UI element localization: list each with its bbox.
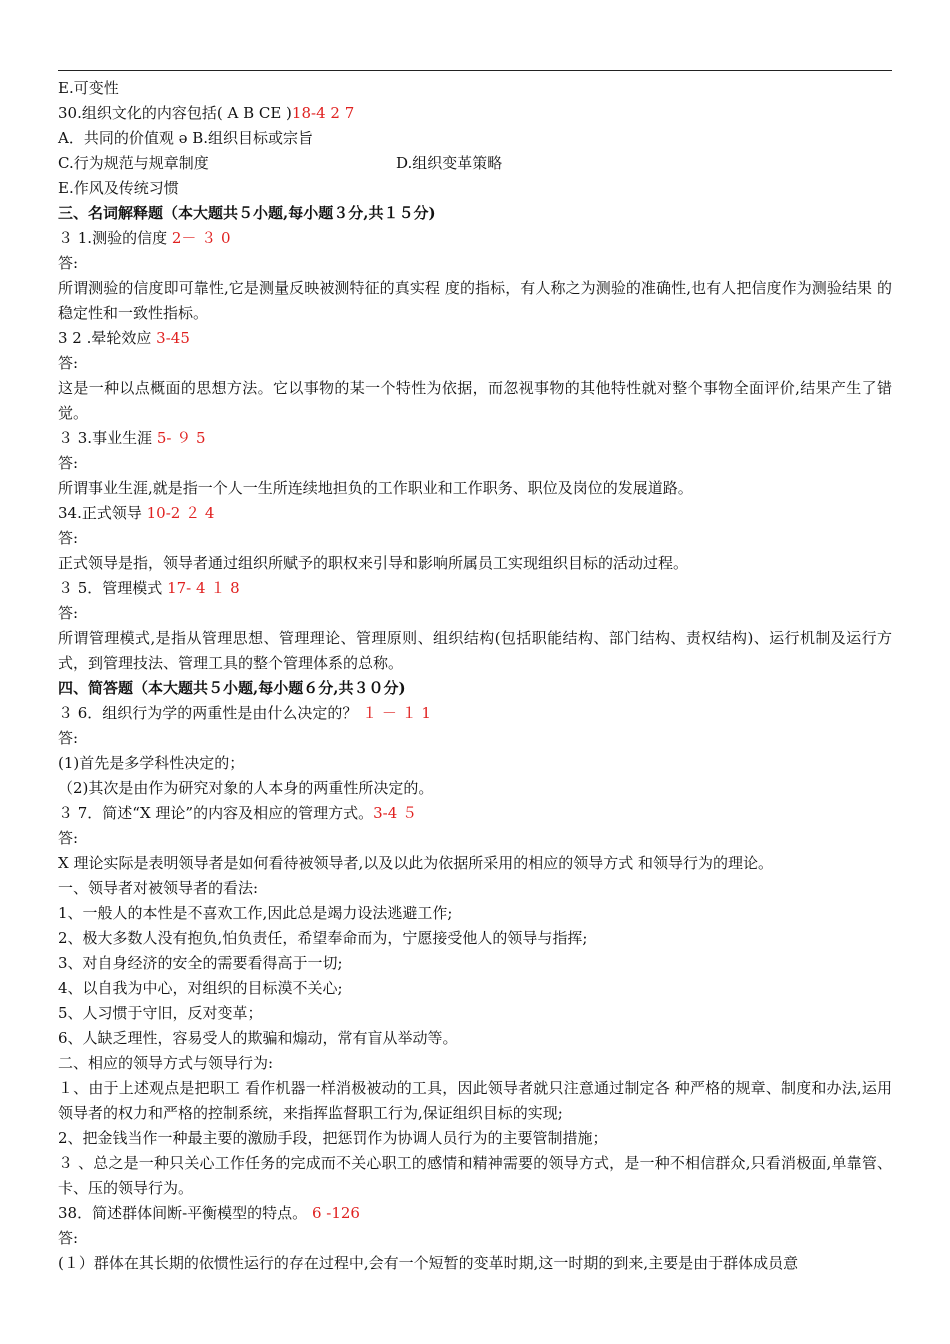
answer-35: 所谓管理模式,是指从管理思想、管理理论、管理原则、组织结构(包括职能结构、部门结构、责权结构)、运行机制及运行方式，到管理技法、管理工具的整个管理体系的总称。	[58, 629, 892, 672]
answer-37-item: 4、以自我为中心，对组织的目标漠不关心;	[58, 979, 343, 997]
header-rule	[58, 70, 892, 71]
answer-37-item: １、由于上述观点是把职工 看作机器一样消极被动的工具，因此领导者就只注意通过制定各 种严格的规章、制度和办法,运用领导者的权力和严格的控制系统，来指挥监督职工行为,保证组织目标的实现;	[58, 1079, 892, 1122]
question-30-option-e: E.作风及传统习惯	[58, 179, 179, 197]
answer-label: 答:	[58, 604, 79, 622]
page-reference: 6 -126	[311, 1204, 360, 1222]
page-reference: 3-45	[156, 329, 190, 347]
section-heading-definitions: 三、名词解释题（本大题共５小题,每小题３分,共１５分)	[58, 204, 436, 222]
page-reference: 2－ ３ 0	[171, 229, 231, 247]
answer-37-item: 6、人缺乏理性，容易受人的欺骗和煽动，常有盲从举动等。	[58, 1029, 458, 1047]
page-reference: 10-2 ２ 4	[146, 504, 215, 522]
answer-33: 所谓事业生涯,就是指一个人一生所连续地担负的工作职业和工作职务、职位及岗位的发展道路。	[58, 479, 693, 497]
answer-label: 答:	[58, 454, 79, 472]
answer-37-item: ３ 、总之是一种只关心工作任务的完成而不关心职工的感情和精神需要的领导方式，是一种不相信群众,只看消极面,单靠管、卡、压的领导行为。	[58, 1154, 892, 1197]
question-36: ３ 6．组织行为学的两重性是由什么决定的？ １ － １ 1	[58, 704, 431, 722]
page-reference: 17- 4 １ 8	[167, 579, 240, 597]
question-34: 34.正式领导 10-2 ２ 4	[58, 504, 215, 522]
answer-37-subheading-1: 一、领导者对被领导者的看法:	[58, 879, 259, 897]
answer-label: 答:	[58, 1229, 79, 1247]
question-31: ３ 1.测验的信度 2－ ３ 0	[58, 229, 231, 247]
question-35: ３ 5．管理模式 17- 4 １ 8	[58, 579, 240, 597]
question-30: 30.组织文化的内容包括( A B CE )18-4 2 7	[58, 104, 355, 122]
answer-38-point-1: (１）群体在其长期的依惯性运行的存在过程中,会有一个短暂的变革时期,这一时期的到来,主要是由于群体成员意	[58, 1254, 799, 1272]
question-32: 3 2 .晕轮效应 3-45	[58, 329, 190, 347]
answer-37-item: 2、极大多数人没有抱负,怕负责任，希望奉命而为，宁愿接受他人的领导与指挥;	[58, 929, 588, 947]
answer-37-item: 1、一般人的本性是不喜欢工作,因此总是竭力设法逃避工作;	[58, 904, 453, 922]
question-38: 38．简述群体间断-平衡模型的特点。 6 -126	[58, 1204, 360, 1222]
answer-37-item: 3、对自身经济的安全的需要看得高于一切;	[58, 954, 343, 972]
question-30-options-cd	[58, 151, 892, 176]
option-e-line: E.可变性	[58, 79, 119, 97]
answer-37-intro: X 理论实际是表明领导者是如何看待被领导者,以及以此为依据所采用的相应的领导方式 和领导行为的理论。	[58, 854, 773, 872]
answer-label: 答:	[58, 729, 79, 747]
answer-32: 这是一种以点概面的思想方法。它以事物的某一个特性为依据，而忽视事物的其他特性就对整个事物全面评价,结果产生了错觉。	[58, 379, 892, 422]
answer-36-point-1: (1)首先是多学科性决定的；	[58, 754, 245, 772]
answer-36-point-2: （2)其次是由作为研究对象的人本身的两重性所决定的。	[58, 779, 434, 797]
section-heading-short-answer: 四、简答题（本大题共５小题,每小题６分,共３０分)	[58, 679, 406, 697]
answer-label: 答:	[58, 829, 79, 847]
answer-label: 答:	[58, 254, 79, 272]
document-content	[58, 76, 892, 1276]
answer-label: 答:	[58, 529, 79, 547]
answer-34: 正式领导是指，领导者通过组织所赋予的职权来引导和影响所属员工实现组织目标的活动过程。	[58, 554, 689, 572]
page-reference: 5- ９ 5	[156, 429, 206, 447]
question-33: ３ 3.事业生涯 5- ９ 5	[58, 429, 206, 447]
answer-37-item: 2、把金钱当作一种最主要的激励手段，把惩罚作为协调人员行为的主要管制措施；	[58, 1129, 608, 1147]
answer-37-subheading-2: 二、相应的领导方式与领导行为:	[58, 1054, 274, 1072]
question-30-options-ab: A．共同的价值观 ə B.组织目标或宗旨	[58, 129, 314, 147]
page-reference: 18-4 2 7	[291, 104, 355, 122]
answer-label: 答:	[58, 354, 79, 372]
answer-37-item: 5、人习惯于守旧，反对变革；	[58, 1004, 263, 1022]
option-c: C.行为规范与规章制度	[58, 154, 209, 172]
question-37: ３ 7．简述“X 理论”的内容及相应的管理方式。3-4 ５	[58, 804, 418, 822]
page-reference: １ － １ 1	[362, 704, 431, 722]
option-d: D.组织变革策略	[396, 154, 503, 172]
answer-31: 所谓测验的信度即可靠性,它是测量反映被测特征的真实程 度的指标，有人称之为测验的准确性,也有人把信度作为测验结果 的稳定性和一致性指标。	[58, 279, 892, 322]
page-reference: 3-4 ５	[373, 804, 418, 822]
